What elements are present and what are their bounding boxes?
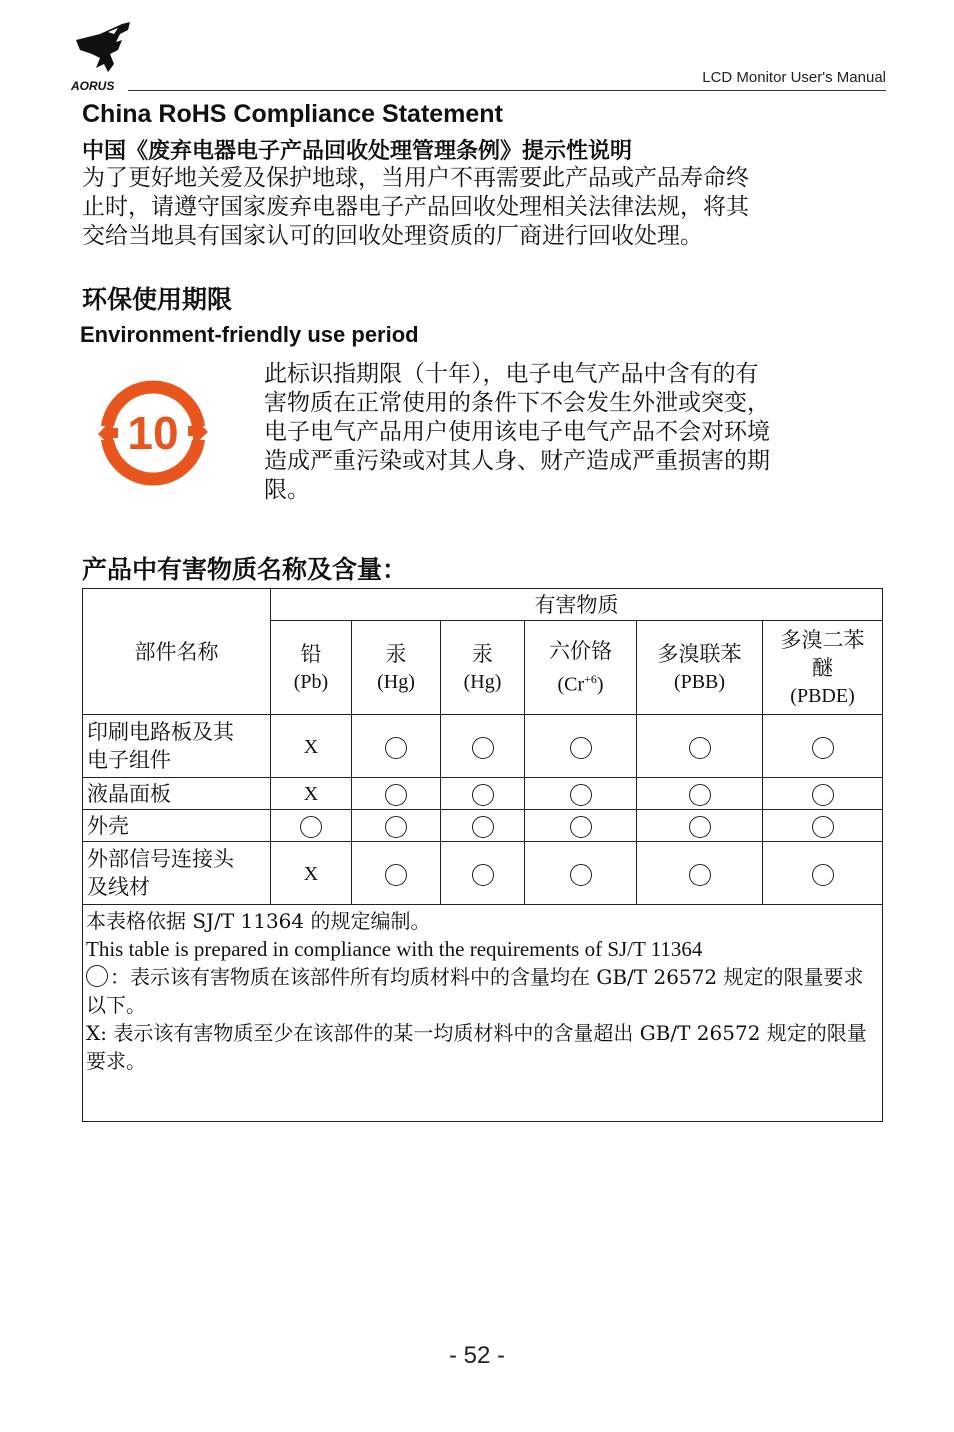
manual-title: LCD Monitor User's Manual — [702, 69, 886, 86]
column-header-cr6: 六价铬 $(Cr^{+6})$ — [525, 621, 637, 715]
circle-mark-icon — [570, 784, 592, 806]
table-row — [83, 778, 883, 810]
table-row — [83, 810, 883, 842]
circle-mark-icon — [472, 816, 494, 838]
rohs-table — [82, 588, 883, 1122]
value-cell: X — [271, 842, 352, 905]
circle-mark-icon — [300, 816, 322, 838]
hazardous-substances-header: 有害物质 — [271, 589, 883, 621]
column-header-hg: 汞 (Hg) — [352, 621, 441, 715]
table-notes — [83, 905, 883, 1122]
circle-mark-icon — [570, 737, 592, 759]
value-cell — [763, 778, 883, 810]
column-header-pb: 铅 (Pb) — [271, 621, 352, 715]
brand-wordmark: AORUS — [71, 79, 115, 92]
table-row — [83, 715, 883, 778]
page-number: - 52 - — [448, 1342, 505, 1369]
circle-mark-icon — [385, 784, 407, 806]
table-row — [83, 842, 883, 905]
circle-mark-icon — [472, 864, 494, 886]
value-cell — [637, 842, 763, 905]
circle-mark-icon — [689, 816, 711, 838]
circle-mark-icon — [570, 816, 592, 838]
value-cell — [352, 810, 441, 842]
aorus-logo — [70, 20, 136, 92]
value-cell — [525, 715, 637, 778]
circle-mark-icon — [385, 737, 407, 759]
column-header-hg-2: 汞 (Hg) — [441, 621, 525, 715]
value-cell: X — [271, 778, 352, 810]
value-cell: X — [271, 715, 352, 778]
value-cell — [352, 715, 441, 778]
note-standard-en: This table is prepared in compliance with the requirements of SJ/T 11364 — [86, 937, 703, 961]
epup-title-en: Environment-friendly use period — [80, 322, 419, 347]
section-title-en: China RoHS Compliance Statement — [82, 100, 503, 128]
circle-mark-icon — [812, 864, 834, 886]
value-cell — [352, 842, 441, 905]
epup-10-icon — [96, 378, 210, 488]
value-cell — [525, 778, 637, 810]
circle-mark-icon — [385, 816, 407, 838]
note-circle-meaning: ：表示该有害物质在该部件所有均质材料中的含量均在 GB/T 26572 规定的限量要求以下。 — [86, 965, 864, 1017]
value-cell — [441, 778, 525, 810]
value-cell — [763, 810, 883, 842]
value-cell — [352, 778, 441, 810]
column-header-pbde: 多溴二苯 醚 (PBDE) — [763, 621, 883, 715]
part-name-cell: 外部信号连接头 及线材 — [83, 842, 271, 905]
circle-mark-icon — [812, 816, 834, 838]
epup-icon-number: 10 — [127, 407, 179, 459]
value-cell — [763, 715, 883, 778]
value-cell — [525, 842, 637, 905]
circle-mark-icon — [689, 864, 711, 886]
intro-paragraph: 为了更好地关爱及保护地球，当用户不再需要此产品或产品寿命终 止时，请遵守国家废弃电器电子产品回收处理相关法律法规，将其 交给当地具有国家认可的回收处理资质的厂商进行回收处理。 — [82, 165, 749, 249]
circle-mark-icon — [86, 965, 108, 987]
value-cell — [637, 715, 763, 778]
part-name-cell: 印刷电路板及其 电子组件 — [83, 715, 271, 778]
circle-mark-icon — [385, 864, 407, 886]
column-header-pbb: 多溴联苯 (PBB) — [637, 621, 763, 715]
value-cell — [441, 842, 525, 905]
table-title: 产品中有害物质名称及含量： — [82, 555, 408, 584]
section-title-cn: 中国《废弃电器电子产品回收处理管理条例》提示性说明 — [82, 139, 633, 164]
value-cell — [525, 810, 637, 842]
note-x-meaning: X: 表示该有害物质至少在该部件的某一均质材料中的含量超出 GB/T 26572 规定的限量要求。 — [86, 1021, 867, 1073]
part-name-cell: 外壳 — [83, 810, 271, 842]
circle-mark-icon — [812, 784, 834, 806]
value-cell — [637, 810, 763, 842]
circle-mark-icon — [689, 784, 711, 806]
header-rule — [128, 90, 886, 91]
value-cell — [441, 810, 525, 842]
circle-mark-icon — [812, 737, 834, 759]
circle-mark-icon — [472, 784, 494, 806]
part-name-header: 部件名称 — [83, 589, 271, 715]
epup-title-cn: 环保使用期限 — [82, 285, 233, 314]
circle-mark-icon — [570, 864, 592, 886]
part-name-cell: 液晶面板 — [83, 778, 271, 810]
value-cell — [763, 842, 883, 905]
epup-description: 此标识指期限（十年），电子电气产品中含有的有 害物质在正常使用的条件下不会发生外泄或突变， 电子电气产品用户使用该电子电气产品不会对环境 造成严重污染或对其人身、财产造成严重损害的期 限。 — [264, 361, 770, 503]
value-cell — [637, 778, 763, 810]
value-cell — [271, 810, 352, 842]
value-cell — [441, 715, 525, 778]
circle-mark-icon — [472, 737, 494, 759]
circle-mark-icon — [689, 737, 711, 759]
note-standard-cn: 本表格依据 SJ/T 11364 的规定编制。 — [86, 909, 431, 933]
